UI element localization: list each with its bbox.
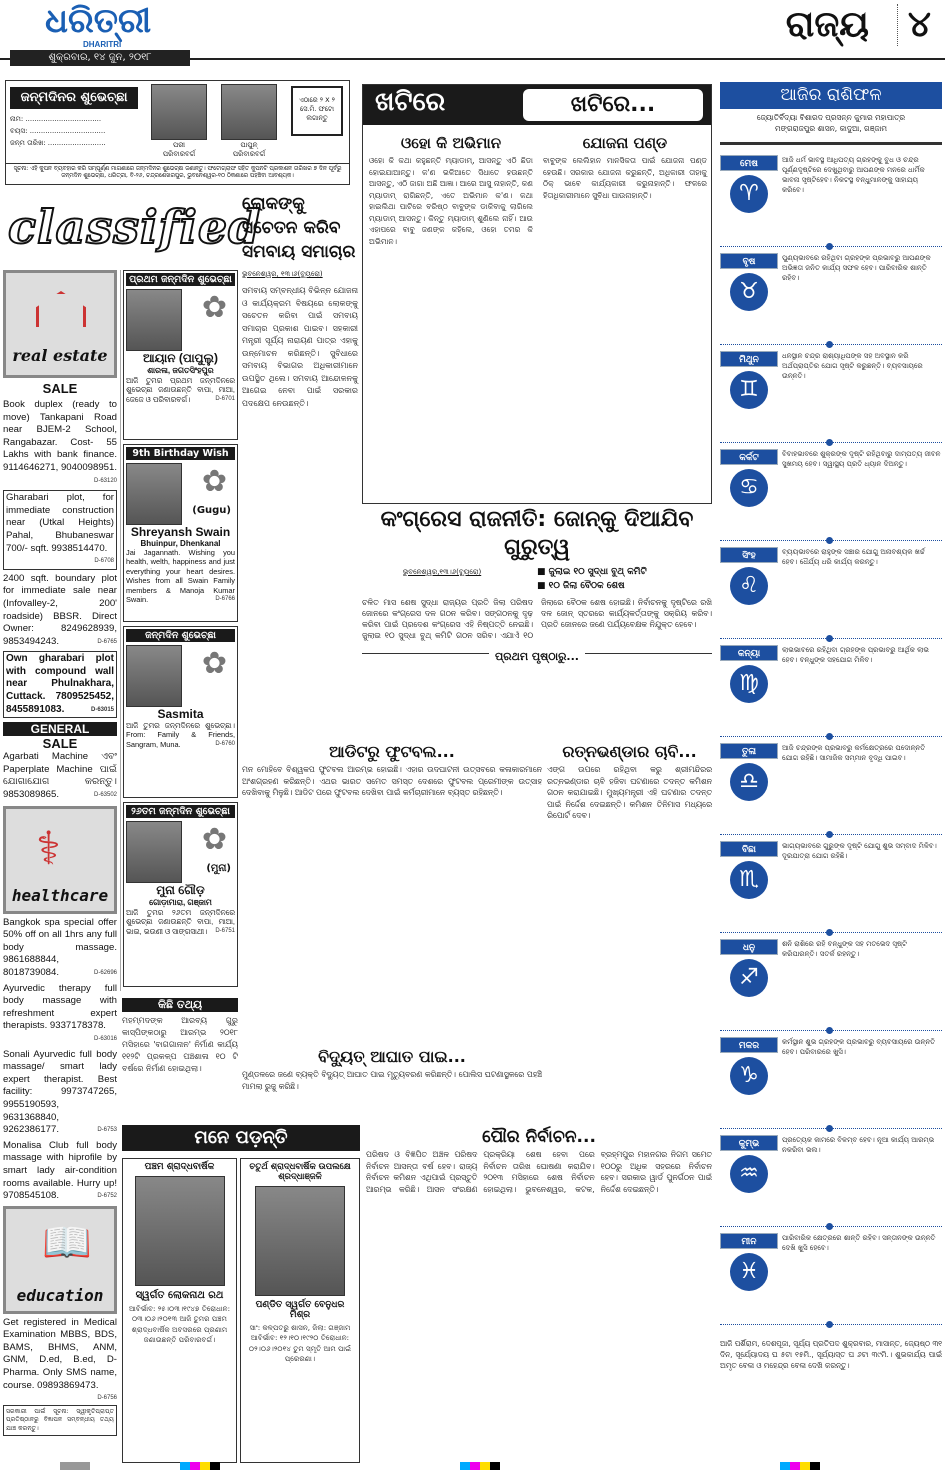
birthday-wish-ad bbox=[123, 802, 238, 987]
sale-heading: SALE bbox=[42, 736, 78, 752]
wish-name: ଆୟାନ (ପାପୁଲୁ) bbox=[143, 351, 218, 365]
wish-text bbox=[126, 908, 235, 936]
ad-code: D-6753 bbox=[97, 1127, 117, 1134]
zodiac-icon: ♊ bbox=[730, 371, 768, 409]
sign-name: ତୁଳା bbox=[720, 743, 778, 759]
wish-message: ଆଜି ତୁମର ୨୬ତମ ଜନ୍ମଦିନରେ ଶୁଭେଚ୍ଛା ଜଣାଉଛନ୍ତି ବାପା, ମାଆ, ଭାଇ, ଭଉଣୀ ଓ ସାଙ୍ଗସାଥୀ। bbox=[126, 908, 235, 936]
ad-text: Sonali Ayurvedic full body massage/ smart lady expert therapist. Best facility: 9973747265, 9955190593, 9631368840, 9262386177. bbox=[3, 1048, 117, 1136]
article-body: ମନ ମୋହିବେ ବିଶ୍ୱକପ ଫୁଟବଲ ଆରମ୍ଭ ହୋଇଛି। ଏହାର ଉଦଘାଟନୀ ଉତ୍ସବରେ କଳାକାରମାନେ ଅଂଶଗ୍ରହଣ କରିଛନ୍ତି। ଏଥର ଭାରତ ସମେତ ସମସ୍ତ ଦେଶରେ ଫୁଟବଲ ପ୍ରେମୀଙ୍କ ଉତ୍ସାହ ଦେଖିବାକୁ ମିଳୁଛି। ଆଡିଟ ପରେ ଫୁଟବଲ ଦେଖିବା ପାଇଁ କର୍ମଚାରୀମାନେ ବ୍ୟସ୍ତ ରହିଛନ୍ତି। bbox=[242, 765, 542, 797]
ad-code: D-6708 bbox=[94, 558, 114, 565]
classified-ad bbox=[3, 399, 117, 487]
article-body: ଚଳିତ ମାସ ଶେଷ ସୁଦ୍ଧା ରାଜ୍ୟର ପ୍ରତି ଜିଲା ପରିଷଦ ଜୋନରେ କଂଗ୍ରେସ ଦଳ ଗଠନ କରିବ। ସଙ୍ଗଠନକୁ ଦୃଢ଼ କରିବା ପାଇଁ ପ୍ରଦେଶ କଂଗ୍ରେସ ଏହି ନିଷ୍ପତ୍ତି ନେଇଛି। ଜୁଲାଇ ୧୦ ସୁଦ୍ଧା ବୁଥ୍ କମିଟି ଗଠନ ସରିବ। ଏଯାଏଁ ୧୦ ଜିଲାରେ ବୈଠକ ଶେଷ ହୋଇଛି। ନିର୍ବାଚନକୁ ଦୃଷ୍ଟିରେ ରଖି ଦଳ ଜୋନ୍ ସ୍ତରରେ କାର୍ଯ୍ୟକର୍ତ୍ତାଙ୍କୁ ସକ୍ରିୟ କରିବ। ପ୍ରତି ଜୋନରେ ଜଣେ ପର୍ଯ୍ୟବେକ୍ଷକ ନିଯୁକ୍ତ ହେବେ। bbox=[362, 598, 712, 640]
ad-code: D-6765 bbox=[97, 638, 117, 645]
article-body: ବାବୁଙ୍କ ଲେଲିହାନ ମାନସିକତା ପାଇଁ ଯୋଜନା ପଣ୍ଡ ହେଉଛି। ସରକାର ଯୋଜନା କରୁଛନ୍ତି, ଅଧିକାରୀ ତାହାକୁ ଠିକ୍ ଭାବେ କାର୍ଯ୍ୟକାରୀ କରୁନାହାନ୍ତି। ଫଳରେ ହିତାଧିକାରୀମାନେ ସୁବିଧା ପାଉନାହାନ୍ତି। bbox=[543, 156, 707, 200]
horoscope-sign bbox=[720, 155, 942, 251]
print-mark bbox=[60, 1462, 90, 1470]
classified-ad bbox=[3, 917, 117, 980]
divider bbox=[720, 1030, 942, 1031]
obituary-title: ପଞ୍ଚମ ଶ୍ରାଦ୍ଧବାର୍ଷିକ bbox=[144, 1162, 215, 1172]
house-icon bbox=[36, 291, 86, 327]
dateline: ଭୁବନେଶ୍ୱର,୧୩।୬(ବ୍ୟୁରୋ) bbox=[402, 568, 482, 576]
facts-title: କିଛି ତଥ୍ୟ bbox=[122, 998, 238, 1012]
wish-title: 9th Birthday Wish bbox=[126, 447, 235, 460]
divider bbox=[720, 834, 942, 835]
sign-name: ବୃଷ bbox=[720, 253, 778, 269]
portrait-photo bbox=[135, 1176, 225, 1286]
ad-text: Bangkok spa special offer 50% off on all 1hrs any full body massage. 9861688844, 8018739084. bbox=[3, 916, 117, 978]
general-heading: GENERAL bbox=[3, 722, 117, 736]
classified-ad bbox=[3, 573, 117, 649]
bullet: ■ ଜୁଲାଇ ୧୦ ସୁଦ୍ଧା ବୁଥ୍ କମିଟି bbox=[537, 567, 647, 577]
ad-code: D-6701 bbox=[215, 395, 235, 402]
headline: ପୌର ନିର୍ବାଚନ... bbox=[482, 1127, 596, 1147]
horoscope-sign bbox=[720, 1233, 942, 1329]
classified-logo: classified bbox=[8, 200, 262, 254]
flower-icon: ✿ bbox=[201, 290, 227, 325]
nickname: (ମୁନା) bbox=[206, 863, 231, 874]
obituary-name: ସ୍ୱର୍ଗତ ଲୋକନାଥ ରଥ bbox=[135, 1290, 224, 1301]
article-body: ଏଙ୍ଗ ଉପରେ ରହିଥିବା କରୁ ଶ୍ରୀମନ୍ଦିରର ରତ୍ନଭଣ୍ଡାର ଚାବି ହଜିବା ଘଟଣାରେ ତଦନ୍ତ କମିଶନ ଗଠନ କରାଯାଇଛି। ମୁଖ୍ୟମନ୍ତ୍ରୀ ଏହି ଘଟଣାର ତଦନ୍ତ ପାଇଁ ନିର୍ଦ୍ଦେଶ ଦେଇଛନ୍ତି। କମିଶନ ତିନିମାସ ମଧ୍ୟରେ ରିପୋର୍ଟ ଦେବ। bbox=[547, 765, 712, 820]
zodiac-icon: ♑ bbox=[730, 1057, 768, 1095]
sign-prediction: ପ୍ରତ୍ୟେକ କାମରେ ବିଳମ୍ବ ହେବ। ନୂଆ କାର୍ଯ୍ୟ ଆରମ୍ଭ ନକରିବା ଭଲ। bbox=[782, 1136, 935, 1154]
wish-name: Shreyansh Swain bbox=[130, 525, 231, 539]
article-body: ସମବାୟ ସମ୍ବନ୍ଧୀୟ ବିଭିନ୍ନ ଯୋଜନା ଓ କାର୍ଯ୍ୟକ୍ରମ ବିଷୟରେ ଲୋକଙ୍କୁ ସଚେତନ କରିବା ପାଇଁ ସମବାୟ ସମାଚାର ପ୍ରକାଶ ପାଇବ। ସହକାରୀ ମନ୍ତ୍ରୀ ସୂର୍ଯ୍ୟ ନାରାୟଣ ପାତ୍ର ଏହାକୁ ଉନ୍ମୋଚନ କରିଛନ୍ତି। ସୁବିଧାରେ ସମବାୟ ବିଭାଗର ଅଧିକାରୀମାନେ ଉପସ୍ଥିତ ଥିଲେ। ସମବାୟ ଆନ୍ଦୋଳନକୁ ଆଗେଇ ନେବା ପାଇଁ ସରକାର ପଦକ୍ଷେପ ନେଉଛନ୍ତି। bbox=[242, 286, 358, 408]
divider bbox=[720, 540, 942, 541]
khatire-column bbox=[362, 84, 712, 504]
dateline: ଭୁବନେଶ୍ୱର, ୧୩।୬(ବ୍ୟୁରୋ) bbox=[242, 270, 323, 278]
wish-place: ଶାରଳା, ଜଗତସିଂହପୁର bbox=[147, 366, 214, 375]
classified-ad bbox=[3, 1140, 117, 1203]
sign-prediction: ଶନି ରାଶିରେ ରହି ବନ୍ଧୁଙ୍କ ସହ ମତଭେଦ ସୃଷ୍ଟି କରିପାରନ୍ତି। ସତର୍କ ରହନ୍ତୁ। bbox=[782, 940, 907, 958]
sign-name: ଧନୁ bbox=[720, 939, 778, 955]
birthday-wish-ad bbox=[123, 444, 238, 622]
child-photo bbox=[151, 84, 207, 140]
zodiac-icon: ♒ bbox=[730, 1155, 768, 1193]
sign-prediction: ଭାଗ୍ୟଭାବରେ ଗୁରୁଙ୍କ ଦୃଷ୍ଟି ଯୋଗୁ ଶୁଭ ସମ୍ବାଦ ମିଳିବ। ଦୂରଯାତ୍ରା ଯୋଗ ରହିଛି। bbox=[782, 842, 937, 860]
horoscope-sign bbox=[720, 1135, 942, 1231]
classified-ad bbox=[3, 651, 117, 718]
wish-place: ଗୋଡ଼ାମାରା, ଗଞ୍ଜାମ bbox=[149, 898, 212, 907]
lead-story bbox=[362, 506, 712, 663]
category-label: education bbox=[16, 1285, 104, 1305]
photo-caption: ପାପୁନ୍ bbox=[240, 141, 258, 149]
newspaper-logo: ଧରିତ୍ରୀ DHARITRI bbox=[45, 1, 152, 49]
sign-name: ମୀନ bbox=[720, 1233, 778, 1249]
obituary-banner: ମନେ ପଡ଼ନ୍ତି bbox=[122, 1125, 360, 1151]
obituary-text: ସାଂ: କଳ୍ପତରୁ ଶାସନ, ଜିଲା: ଗଞ୍ଜାମ ଆବିର୍ଭାବ: ୧୨।୧୦।୧୯୨୦ ତିରୋଧାନ: ୦୨।୦୬।୨୦୧୪ ତୁମ ସ୍ମୃତି ଆମ ପାଇଁ ପ୍ରେରଣା। bbox=[248, 1323, 352, 1363]
article-body: ପରିଷଦ ଓ ବିଜ୍ଞପିତ ଅଞ୍ଚଳ ପରିଷଦ ନିର୍ବାଚନ ଆସନ୍ତା ବର୍ଷ ହେବ। ରାଜ୍ୟ ନିର୍ବାଚନ କମିଶନ ଏଥିପାଇଁ ପ୍ରସ୍ତୁତି ଆରମ୍ଭ କରିଛି। ଆସନ ସଂରକ୍ଷଣ ପ୍ରକ୍ରିୟା ଶେଷ ହେବା ପରେ ନିର୍ବାଚନ ତାରିଖ ଘୋଷଣା କରାଯିବ। ୨୦୧୩ ମସିହାରେ ଶେଷ ନିର୍ବାଚନ ହୋଇଥିଲା। ଭୁବନେଶ୍ୱର, କଟକ, ବ୍ରହ୍ମପୁର ମହାନଗର ନିଗମ ସମେତ ୧୦୦ରୁ ଅଧିକ ସହରରେ ନିର୍ବାଚନ ହେବ। ସରକାର ୱାର୍ଡ ପୁନର୍ଗଠନ ପାଇଁ ନିର୍ଦ୍ଦେଶ ଦେଇଛନ୍ତି। bbox=[366, 1150, 712, 1194]
portrait-photo bbox=[255, 1186, 345, 1296]
ad-code: D-6751 bbox=[215, 927, 235, 934]
child-photo bbox=[126, 463, 182, 525]
zodiac-icon: ♐ bbox=[730, 959, 768, 997]
obituary-name: ପଣ୍ଡିତ ସ୍ୱର୍ଗତ ବେନୁଧର ମିଶ୍ର bbox=[255, 1300, 345, 1320]
ad-code: D-6766 bbox=[215, 596, 235, 603]
print-mark bbox=[780, 1462, 820, 1470]
wish-title: ଜନ୍ମଦିନ ଶୁଭେଚ୍ଛା bbox=[126, 629, 235, 642]
page-number: ୪ bbox=[897, 4, 931, 46]
horoscope-sign bbox=[720, 351, 942, 447]
horoscope-sign bbox=[720, 253, 942, 349]
obituary-ad bbox=[122, 1158, 237, 1463]
birthday-wish-ad bbox=[123, 626, 238, 798]
sign-prediction: ପାରିବାରିକ କ୍ଷେତ୍ରରେ ଶାନ୍ତି ରହିବ। ସନ୍ତାନଙ୍କ ଉନ୍ନତି ଦେଖି ଖୁସି ହେବେ। bbox=[782, 1234, 936, 1252]
zodiac-icon: ♋ bbox=[730, 469, 768, 507]
divider bbox=[720, 736, 942, 737]
sign-name: ମିଥୁନ bbox=[720, 351, 778, 367]
ad-text: Book duplex (ready to move) Tankapani Road near BJEM-2 School, Rangabazar. Cost- 55 Lakhs with bank finance. 9114646271, 9040098951. bbox=[3, 399, 117, 473]
byline: ଜ୍ୟୋତିର୍ବିଦ୍ୟା ବିଶାରଦ ପ୍ରସନ୍ନ କୁମାର ମହାପାତ୍ର bbox=[756, 113, 906, 122]
flower-icon: ✿ bbox=[201, 464, 227, 499]
ad-text: Gharabari plot, for immediate construction near (Utkal Heights) Pahal, Bhubaneswar 700/- sqft. 9938514470. bbox=[6, 492, 114, 554]
photo-subcaption: ପରିବାରବର୍ଗ bbox=[232, 150, 266, 158]
facts-text: ମହମ୍ମଦଙ୍କ ଆରବ୍ୟ ଗୁରୁ କାସ୍ପିଙ୍କଠାରୁ ଆରମ୍ଭ ୨୦୧୮ ମସିହାରେ 'ବାଗଗାନାନ' ନିର୍ମାଣ କାର୍ଯ୍ୟ ୧୧୨ଟି ପ୍ରକଳ୍ପ ପଞ୍ଚଶାଳା ୧୦ ଟି ବର୍ଷରେ ନିର୍ମାଣ ହୋଇଥିଲା। bbox=[122, 1016, 238, 1073]
story-civic-polls bbox=[366, 1125, 712, 1195]
sign-prediction: ଆଜି ଧର୍ମ ଭାବସ୍ଥ ଆଧିପତ୍ୟ ଗ୍ରହଙ୍କୁ ବୁଧ ଓ ଚନ୍ଦ୍ର ପୂର୍ଣ୍ଣଦୃଷ୍ଟିରେ ଦେଖୁଥିବାରୁ ଆପଣଙ୍କ ମନରେ ଧାର୍ମିକ ଭାବନା ସୃଷ୍ଟିହେବ। ନିକଟସ୍ଥ ବନ୍ଧୁମାନଙ୍କୁ ସାହାଯ୍ୟ କରିବେ। bbox=[782, 156, 925, 194]
zodiac-icon: ♉ bbox=[730, 273, 768, 311]
divider bbox=[720, 932, 942, 933]
birthday-wish-ad bbox=[123, 270, 238, 440]
article-body: ମୁଣ୍ଡଳରେ ଜଣେ ବ୍ୟକ୍ତି ବିଦ୍ୟୁତ୍ ଆଘାତ ପାଇ ମୃତ୍ୟୁବରଣ କରିଛନ୍ତି। ପୋଲିସ ଘଟଣାସ୍ଥଳରେ ପହଞ୍ଚି ମାମଲା ରୁଜୁ କରିଛି। bbox=[242, 1070, 542, 1091]
classified-ad: Get registered in Medical Examination MBBS, BDS, BAMS, BHMS, ANM, GNM, D.ed, B.ed, D-Pharma. Only SMS name, course. 09893869473. D-6756 bbox=[3, 1316, 117, 1402]
ad-code: D-63120 bbox=[93, 477, 117, 484]
byline-place: ମଙ୍ଗରାଜପୁର ଶାସନ, କାଦୁଆ, ଗଞ୍ଜାମ bbox=[775, 124, 887, 133]
horoscope-sign bbox=[720, 449, 942, 545]
obituary-title: ଚତୁର୍ଥ ଶ୍ରାଦ୍ଧବାର୍ଷିକ ଉପଲକ୍ଷେ ଶ୍ରଦ୍ଧାଞ୍ଜଳି bbox=[249, 1162, 351, 1182]
zodiac-icon: ♍ bbox=[730, 665, 768, 703]
zodiac-icon: ♓ bbox=[730, 1253, 768, 1291]
photo-caption: ପରୀ bbox=[172, 141, 186, 149]
child-photo bbox=[221, 84, 277, 140]
divider bbox=[720, 246, 942, 247]
story-football bbox=[242, 740, 542, 799]
zodiac-icon: ♎ bbox=[730, 763, 768, 801]
ad-code: D-63015 bbox=[90, 706, 114, 713]
sign-prediction: ଧନସ୍ଥାନ ଚନ୍ଦ୍ର ରାଶ୍ୟାଧିପଙ୍କ ସହ ଅବସ୍ଥାନ କରି ଅର୍ଥପ୍ରାପ୍ତିର ଯୋଗ ସୃଷ୍ଟି କରୁଛନ୍ତି। ବ୍ୟବସାୟରେ ଉନ୍ନତି। bbox=[782, 352, 923, 380]
sign-prediction: ଲାଭଭାବରେ ରହିଥିବା ଗ୍ରହଙ୍କ ପ୍ରଭାବରୁ ଆର୍ଥିକ ଲାଭ ହେବ। ବନ୍ଧୁଙ୍କ ସହଯୋଗ ମିଳିବ। bbox=[782, 646, 929, 664]
wish-place: Bhuinpur, Dhenkanal bbox=[140, 539, 221, 548]
zodiac-icon: ♈ bbox=[730, 175, 768, 213]
divider bbox=[720, 638, 942, 639]
coupon-note: ସୂଚନା: ଏହି କୁପନ ବ୍ୟବହାର କରି ସମ୍ପୂର୍ଣ୍ଣ ମାଗଣାରେ ଜନ୍ମଦିନର ଶୁଭେଚ୍ଛା ଜଣାନ୍ତୁ। ଫଟୋଗ୍ରାଫ ସହିତ କୁପନଟି ପ୍ରକାଶନ ତାରିଖର ୭ ଦିନ ପୂର୍ବରୁ ଜନ୍ମଦିନ ଶୁଭେଚ୍ଛା, ଧରିତ୍ରୀ, ବି-୨୬, ଚନ୍ଦ୍ରଶେଖରପୁର, ଭୁବନେଶ୍ୱର-୧୦ ଠିକଣାରେ ପହଞ୍ଚିବା ଆବଶ୍ୟକ। bbox=[6, 163, 349, 182]
obituary-ad bbox=[240, 1158, 360, 1463]
column-title: ଖଟିରେ bbox=[375, 87, 446, 117]
divider bbox=[720, 1128, 942, 1129]
headline: ଓହୋ କି ଅଭିମାନ bbox=[400, 134, 502, 152]
sign-name: କନ୍ୟା bbox=[720, 645, 778, 661]
sign-name: କର୍କଟ bbox=[720, 449, 778, 465]
zodiac-icon: ♏ bbox=[730, 861, 768, 899]
age-field[interactable]: ବୟସ: .................................. bbox=[10, 127, 106, 135]
notice-ad: ସରକାରୀ ପାଇଁ ସୂଚନା: ସ୍ୱୀକୃତିପ୍ରାପ୍ତ ପ୍ରତିଷ୍ଠାନରୁ ବିଜ୍ଞାପନ ସମ୍ବନ୍ଧୀୟ ତଥ୍ୟ ଯାଞ୍ଚ କରନ୍ତୁ। bbox=[3, 1405, 117, 1437]
horoscope-sign bbox=[720, 939, 942, 1035]
education-banner bbox=[3, 1206, 117, 1314]
wish-title: ପ୍ରଥମ ଜନ୍ମଦିନ ଶୁଭେଚ୍ଛା bbox=[126, 273, 235, 286]
ad-text: Monalisa Club full body massage with hiprofile by smart lady air-condition rooms available. Hurry up! 9708545108. bbox=[3, 1139, 117, 1202]
sign-prediction: ଆଜି ଚନ୍ଦ୍ରଙ୍କ ପ୍ରଭାବରୁ କର୍ମକ୍ଷେତ୍ରରେ ପଦୋନ୍ନତି ଯୋଗ ରହିଛି। ସାମାଜିକ ସମ୍ମାନ ବୃଦ୍ଧି ପାଇବ। bbox=[782, 744, 926, 762]
divider bbox=[720, 1324, 942, 1325]
flower-icon: ✿ bbox=[201, 646, 227, 681]
coupon-title: ଜନ୍ମଦିନର ଶୁଭେଚ୍ଛା bbox=[10, 87, 138, 109]
child-photo bbox=[126, 645, 182, 707]
headline: ଆଡିଟରୁ ଫୁଟବଲ... bbox=[329, 742, 455, 761]
wish-message: ଆଜି ତୁମର ପ୍ରଥମ ଜନ୍ମଦିନରେ ଶୁଭେଚ୍ଛା ଜଣାଉଛନ୍ତି ବାପା, ମାଆ, ଜେଜେ ଓ ପରିବାରବର୍ଗ। bbox=[126, 376, 235, 404]
headline: ରତ୍ନଭଣ୍ଡାର ଚାବି... bbox=[562, 742, 697, 761]
ad-code: D-6760 bbox=[215, 740, 235, 747]
classified-ad bbox=[3, 1049, 117, 1137]
ad-text: Ayurvedic therapy full body massage with refreshment expert therapists. 9337178378. bbox=[3, 982, 117, 1032]
section-title: ରାଜ୍ୟ bbox=[780, 4, 875, 46]
wish-title: ୨୬ତମ ଜନ୍ମଦିନ ଶୁଭେଚ୍ଛା bbox=[126, 805, 235, 818]
headline: ଲୋକଙ୍କୁ ସଚେତନ କରିବ ସମବାୟ ସମାଚାର bbox=[242, 194, 356, 262]
nickname: (Gugu) bbox=[192, 505, 231, 516]
print-mark bbox=[460, 1462, 500, 1470]
headline: ବିଦ୍ୟୁତ୍ ଆଘାତ ପାଇ... bbox=[318, 1047, 466, 1066]
ad-code: D-63016 bbox=[93, 1035, 117, 1042]
facts-box bbox=[122, 998, 238, 1075]
classified-ad bbox=[3, 490, 117, 570]
photo-placeholder[interactable]: ଏଠାରେ ୨ X ୨ ସେ.ମି. ଫଟୋ ଲଗାନ୍ତୁ bbox=[291, 86, 343, 136]
wish-text bbox=[126, 721, 235, 749]
horoscope-sign bbox=[720, 1037, 942, 1133]
category-label: real estate bbox=[12, 346, 108, 365]
divider bbox=[720, 442, 942, 443]
wish-name: Sasmita bbox=[157, 707, 204, 721]
headline: ଯୋଜନା ପଣ୍ଡ bbox=[582, 134, 668, 152]
issue-date: ଶୁକ୍ରବାର, ୧୪ ଜୁନ, ୨୦୧୮ bbox=[10, 50, 190, 66]
sign-name: ବିଛା bbox=[720, 841, 778, 857]
print-mark bbox=[180, 1462, 220, 1470]
child-photo bbox=[126, 289, 182, 351]
story-cooperative bbox=[242, 192, 358, 410]
horoscope-sign bbox=[720, 547, 942, 643]
ad-code: D-62696 bbox=[93, 970, 117, 976]
ad-text: 2400 sqft. boundary plot for immediate sale near (Infovalley-2, 200' roadside) BBSR. Direct Owner: 8249628939, 9853494243. bbox=[3, 572, 117, 647]
sign-name: କୁମ୍ଭ bbox=[720, 1135, 778, 1151]
book-icon: 📖 bbox=[42, 1219, 92, 1266]
sign-prediction: କର୍ମସ୍ଥାନ ଶୁଭ ଗ୍ରହଙ୍କ ପ୍ରଭାବରୁ ବ୍ୟବସାୟରେ ଉନ୍ନତି ହେବ। ପରିବାରରେ ଖୁସି। bbox=[782, 1038, 936, 1056]
horoscope-title: ଆଜିର ରାଶିଫଳ bbox=[720, 82, 942, 109]
classified-ad bbox=[3, 983, 117, 1046]
divider bbox=[720, 344, 942, 345]
flower-icon: ✿ bbox=[201, 822, 227, 857]
sign-name: ମେଷ bbox=[720, 155, 778, 171]
birthday-coupon bbox=[5, 80, 350, 185]
child-photo bbox=[126, 821, 182, 883]
sale-heading: SALE bbox=[42, 381, 78, 396]
horoscope-sign bbox=[720, 645, 942, 741]
sign-prediction: ବିବାହଭାବରେ ଶୁକ୍ରଙ୍କ ଦୃଷ୍ଟି ରହିଥିବାରୁ ଦାମ୍ପତ୍ୟ ଜୀବନ ସୁଖମୟ ହେବ। ସ୍ୱାସ୍ଥ୍ୟ ପ୍ରତି ଧ୍ୟାନ ଦିଅନ୍ତୁ। bbox=[782, 450, 941, 468]
ad-code: D-6752 bbox=[97, 1193, 117, 1200]
real-estate-banner bbox=[3, 270, 117, 378]
stethoscope-icon: ⚕ bbox=[36, 820, 61, 875]
column-title-alt: ଖଟିରେ... bbox=[523, 89, 703, 121]
dob-field[interactable]: ଜନ୍ମ ତାରିଖ: .......................... bbox=[10, 139, 106, 147]
sign-prediction: ପୁଣ୍ୟଭାବରେ ରହିଥିବା ଗ୍ରହଙ୍କ ପ୍ରଭାବରୁ ଆପଣଙ୍କ ଅଭିଜ୍ଞତା ଜନିତ କାର୍ଯ୍ୟ ସଫଳ ହେବ। ପାରିବାରିକ ଶାନ୍ତି ରହିବ। bbox=[782, 254, 931, 282]
obituary-text: ଆବିର୍ଭାବ: ୨୫।୦୩।୧୯୪୭ ତିରୋଧାନ: ୦୩।୦୬।୨୦୧୩ ଆଜି ତୁମର ପଞ୍ଚମ ଶ୍ରାଦ୍ଧବାର୍ଷିକ ଅବସରରେ ପ୍ରଣାମ ଜଣାଉଛନ୍ତି ପରିବାରବର୍ଗ। bbox=[128, 1304, 231, 1344]
panjika-text: ଆଜି ପର୍ଶିରାମ, ଦେଶପୂଜା, ସୂର୍ଯ୍ୟ ପ୍ରତିପଦ ଶୁକ୍ରବାର, ମାସାନ୍ତ, ଜ୍ୟେଷ୍ଠ ୩୧ ଦିନ, ସୂର୍ଯ୍ୟୋଦୟ ଘ ୫ଟା ୧୫ମି., ସୂର୍ଯ୍ୟାସ୍ତ ଘ ୬ଟା ୩୯ମି.। ଶୁଭକାର୍ଯ୍ୟ ପାଇଁ ଅମୃତ ବେଳା ଓ ମହେନ୍ଦ୍ର ବେଳା ଦେଖି କରନ୍ତୁ। bbox=[720, 1339, 942, 1370]
wish-text bbox=[126, 548, 235, 604]
horoscope-sign bbox=[720, 841, 942, 937]
wish-message: Jai Jagannath. Wishing you health, welth, happiness and just everything your heart desires. Wishes from all Swain Family members & Manoja Kumar Swain. bbox=[126, 548, 235, 605]
divider bbox=[720, 1226, 942, 1227]
zodiac-icon: ♌ bbox=[730, 567, 768, 605]
photo-subcaption: ପରିବାରବର୍ଗ bbox=[162, 150, 196, 158]
wish-text bbox=[126, 376, 235, 404]
jump-label: ପ୍ରଥମ ପୃଷ୍ଠାରୁ... bbox=[489, 650, 585, 663]
bullet: ■ ୧୦ ଜିଲା ବୈଠକ ଶେଷ bbox=[537, 581, 625, 591]
wish-message: ଆଜି ତୁମର ଜନ୍ମଦିନରେ ଶୁଭେଚ୍ଛା। From: Family & Friends, Sangram, Muna. bbox=[126, 721, 235, 749]
horoscope-sign bbox=[720, 743, 942, 839]
name-field[interactable]: ନାମ: .................................. bbox=[10, 115, 102, 123]
divider bbox=[720, 142, 942, 145]
category-label: healthcare bbox=[11, 885, 109, 905]
ad-text: Own gharabari plot with compound wall near Phulnakhara, Cuttack. 7809525452, 8455891083. bbox=[6, 653, 114, 715]
story-electrocution bbox=[242, 1045, 542, 1092]
article-body: ଓହୋ କି କଥା କହୁଛନ୍ତି ମ୍ୟାଡାମ୍, ଆସନ୍ତୁ ଏଠି ଛିଡା ହୋଇଯାଆନ୍ତୁ। କ'ଣ ଭଳିଆତେ ସିଧାତେ ହଉଛନ୍ତି ଆସନ୍ତୁ, ଏଠି ଜାଗା ଅଛି ଆଜ୍ଞା। ଆରେ ଆସୁ ନାହାନ୍ତି, କଣ ମ୍ୟାଡାମ୍ ରାଗିଛନ୍ତି, ଏତେ ଅଭିମାନ କ'ଣ। କଥା ହାଇଲିଥା ପାଟିରେ ବରିଷ୍ଠ ବାବୁଙ୍କ ଡାକିବାକୁ ଲାଗିଲେ ମ୍ୟାଡାମ୍ ଆସନ୍ତୁ। କିନ୍ତୁ ମ୍ୟାଡାମ୍ ଶୁଣିଲେ ନାହିଁ। ଆଉ ଏହାପରେ ବାବୁ ଜଣଙ୍କ କହିଲେ, ଓହୋ ତମର କି ଅଭିମାନ। bbox=[369, 156, 533, 246]
classified-ad: Agarbati Machine ଏବଂ Paperplate Machine ପାଇଁ ଯୋଗାଯୋଗ କରନ୍ତୁ। 9853089865. D-63502 bbox=[3, 751, 117, 801]
sign-name: ସିଂହ bbox=[720, 547, 778, 563]
story-ratnabhandar bbox=[547, 740, 712, 822]
lead-headline: କଂଗ୍ରେସ ରାଜନୀତି: ଜୋନ୍‌କୁ ଦିଆଯିବ ଗୁରୁତ୍ୱ bbox=[380, 507, 694, 560]
wish-name: ମୁନା ଗୌଡ଼ bbox=[156, 883, 205, 897]
sign-prediction: ବ୍ୟୟଭାବରେ ରାହୁଙ୍କ ସଞ୍ଚାର ଯୋଗୁ ଅନାବଶ୍ୟକ ଖର୍ଚ୍ଚ ହେବ। ଧୈର୍ଯ୍ୟ ଧରି କାର୍ଯ୍ୟ କରନ୍ତୁ। bbox=[782, 548, 925, 566]
healthcare-banner bbox=[3, 806, 117, 914]
sign-name: ମକର bbox=[720, 1037, 778, 1053]
